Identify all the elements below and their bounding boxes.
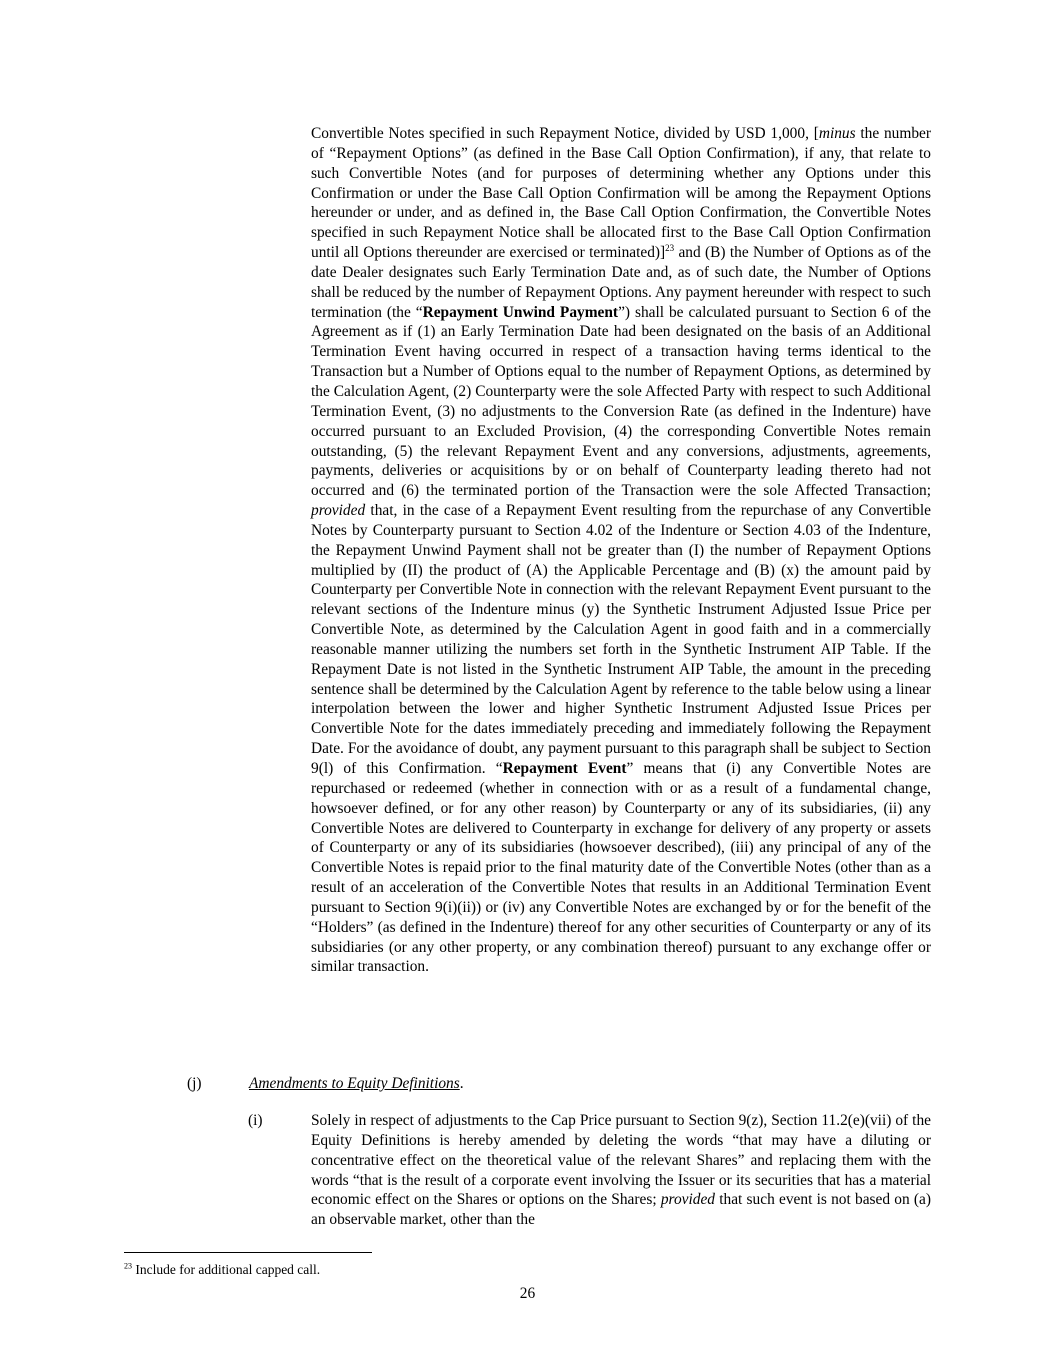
footnote-text: Include for additional capped call. <box>132 1262 321 1277</box>
continuation-paragraph <box>311 124 931 977</box>
text-segment: Solely in respect of adjustments to the Cap Price pursuant to Section 9(z), Section 11.2(e)(vii) of the Equity Definitions is hereby amended by deleting the words “that may have a diluting or concentrative effect on the theoretical value of the relevant Shares” and replacing them with the words “that is the result of a corporate event involving the Issuer or its securities that has a material economic effect on the Shares or options on the Shares; <box>311 1112 931 1209</box>
section-label: (j) <box>187 1075 202 1092</box>
footnote-reference[interactable]: 23 <box>665 242 675 253</box>
section-heading: Amendments to Equity Definitions. <box>249 1075 464 1092</box>
item-paragraph <box>311 1111 931 1230</box>
text-segment: ”) shall be calculated pursuant to Section 6 of the Agreement as if (1) an Early Termination Date had been designated on the basis of an Additional Termination Event having occurred in respect of a transaction having terms identical to the Transaction but a Number of Options equal to the number of Repayment Options, as determined by the Calculation Agent, (2) Counterparty were the sole Affected Party with respect to such Additional Termination Event, (3) no adjustments to the Conversion Rate (as defined in the Indenture) have occurred pursuant to an Excluded Provision, (4) the corresponding Convertible Notes remain outstanding, (5) the relevant Repayment Event and any conversions, adjustments, agreements, payments, deliveries or acquisitions by or on behalf of Counterparty leading thereto had not occurred and (6) the terminated portion of the Transaction were the sole Affected Transaction; <box>311 303 931 500</box>
page-number: 26 <box>519 1285 536 1302</box>
text-segment: that such event is not based on (a) an observable market, other than the <box>311 1191 931 1229</box>
defined-term: Repayment Event <box>502 760 627 777</box>
footnote-divider <box>124 1252 372 1253</box>
footnote <box>124 1262 320 1278</box>
item-label: (i) <box>248 1112 263 1129</box>
italic-term: provided <box>660 1191 715 1209</box>
text-segment: Convertible Notes specified in such Repayment Notice, divided by USD 1,000, [ <box>311 125 819 142</box>
text-segment: that, in the case of a Repayment Event resulting from the repurchase of any Convertible Notes by Counterparty pursuant to Section 4.02 of the Indenture or Section 4.03 of the Indenture, the Repayment Unwind Payment shall not be greater than (I) the number of Repayment Options multiplied by (II) the product of (A) the Applicable Percentage and (B) (x) the amount paid by Counterparty per Convertible Note in connection with the relevant Repayment Event pursuant to the relevant sections of the Indenture minus (y) the Synthetic Instrument Adjusted Issue Price per Convertible Note, as determined by the Calculation Agent in good faith and in a commercially reasonable manner utilizing the numbers set forth in the Synthetic Instrument AIP Table. If the Repayment Date is not listed in the Synthetic Instrument AIP Table, the amount in the preceding sentence shall be determined by the Calculation Agent by reference to the table below using a linear interpolation between the lower and higher Synthetic Instrument Adjusted Issue Prices per Convertible Note for the dates immediately preceding and immediately following the Repayment Date. For the avoidance of doubt, any payment pursuant to this paragraph shall be subject to Section 9(l) of this Confirmation. “ <box>311 502 931 777</box>
defined-term: Repayment Unwind Payment <box>422 303 619 321</box>
footnote-number: 23 <box>124 1261 132 1271</box>
text-segment: and (B) the Number of Options as of the date Dealer designates such Early Termination Date and, as of such date, the Number of Options shall be reduced by the number of Repayment Options. Any payment hereunder with respect to such termination (the “ <box>311 244 932 321</box>
text-segment: the number of “Repayment Options” (as defined in the Base Call Option Confirmation), if any, that relate to such Convertible Notes (and for purposes of determining whether any Options under this Confirmation or under the Base Call Option Confirmation will be among the Repayment Options hereunder or under, and as defined in, the Base Call Option Confirmation, the Convertible Notes specified in such Repayment Notice shall be allocated first to the Base Call Option Confirmation until all Options thereunder are exercised or terminated)] <box>311 125 931 262</box>
text-segment: ” means that (i) any Convertible Notes are repurchased or redeemed (whether in connection with or as a result of a fundamental change, howsoever defined, or for any other reason) by Counterparty or any of its subsidiaries, (ii) any Convertible Notes are delivered to Counterparty in exchange for delivery of any property or assets of Counterparty or any of its subsidiaries (howsoever described), (iii) any principal of any of the Convertible Notes is repaid prior to the final maturity date of the Convertible Notes (other than as a result of an acceleration of the Convertible Notes that results in an Additional Termination Event pursuant to Section 9(i)(ii)) or (iv) any Convertible Notes are exchanged by or for the benefit of the “Holders” (as defined in the Indenture) thereof for any other securities of Counterparty or any of its subsidiaries (or any other property, or any combination thereof) pursuant to any exchange offer or similar transaction. <box>311 760 932 976</box>
italic-term: minus <box>818 125 856 142</box>
italic-term: provided <box>311 502 366 520</box>
